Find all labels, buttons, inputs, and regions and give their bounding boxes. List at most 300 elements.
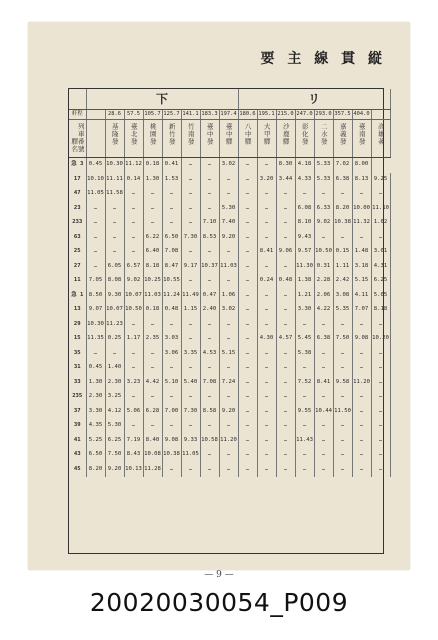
time-cell: …: [238, 405, 257, 420]
time-cell: 5.25: [86, 434, 105, 449]
time-cell: 8.40: [143, 434, 162, 449]
distance-cell: 215.0: [276, 110, 295, 120]
time-cell: 0.18: [143, 303, 162, 318]
time-cell: …: [333, 187, 352, 202]
time-cell: …: [181, 361, 200, 376]
time-cell: 11.49: [181, 289, 200, 304]
time-cell: …: [181, 187, 200, 202]
station-header-cell: 高雄著: [371, 120, 390, 158]
time-cell: 11.10: [371, 202, 390, 217]
time-cell: 1.21: [295, 289, 314, 304]
table-row: [69, 245, 390, 260]
time-cell: 4.30: [257, 332, 276, 347]
distance-cell: 141.1: [181, 110, 200, 120]
time-cell: …: [295, 463, 314, 478]
time-cell: 8.41: [257, 245, 276, 260]
train-number-cell: 233: [69, 216, 86, 231]
station-header-cell: 沙鹿驛: [276, 120, 295, 158]
time-cell: …: [200, 202, 219, 217]
time-cell: 4.53: [200, 347, 219, 362]
time-cell: …: [314, 390, 333, 405]
time-cell: 10.44: [314, 405, 333, 420]
time-cell: 0.45: [86, 361, 105, 376]
time-cell: 6.08: [295, 202, 314, 217]
time-cell: …: [143, 216, 162, 231]
time-cell: 6.57: [124, 260, 143, 275]
time-cell: 10.00: [352, 202, 371, 217]
time-cell: 9.02: [314, 216, 333, 231]
time-cell: …: [276, 463, 295, 478]
time-cell: …: [314, 419, 333, 434]
time-cell: 11.28: [143, 463, 162, 478]
time-cell: …: [333, 463, 352, 478]
time-cell: 5.30: [105, 419, 124, 434]
train-number-cell: 39: [69, 419, 86, 434]
time-cell: …: [371, 231, 390, 246]
time-cell: 11.20: [352, 376, 371, 391]
time-cell: …: [162, 419, 181, 434]
time-cell: …: [181, 390, 200, 405]
time-cell: …: [371, 318, 390, 333]
time-cell: …: [162, 187, 181, 202]
time-cell: …: [200, 361, 219, 376]
time-cell: 10.50: [314, 245, 333, 260]
time-cell: …: [143, 361, 162, 376]
table-row: [69, 260, 390, 275]
distance-cell: 293.0: [314, 110, 333, 120]
time-cell: 3.23: [124, 376, 143, 391]
distance-cell: [86, 110, 105, 120]
time-cell: …: [276, 347, 295, 362]
time-cell: 8.43: [124, 448, 143, 463]
time-cell: 8.00: [352, 158, 371, 173]
time-cell: …: [276, 434, 295, 449]
time-cell: …: [257, 448, 276, 463]
time-cell: …: [333, 361, 352, 376]
time-cell: 5.45: [295, 332, 314, 347]
time-cell: …: [200, 332, 219, 347]
time-cell: 0.45: [86, 158, 105, 173]
time-cell: …: [314, 448, 333, 463]
time-cell: 5.05: [371, 289, 390, 304]
train-number-cell: 17: [69, 173, 86, 188]
time-cell: …: [200, 274, 219, 289]
time-cell: …: [257, 361, 276, 376]
time-cell: 8.53: [200, 231, 219, 246]
time-cell: 9.20: [219, 231, 238, 246]
time-cell: 10.13: [124, 463, 143, 478]
time-cell: …: [238, 158, 257, 173]
train-number-cell: 11: [69, 274, 86, 289]
time-cell: 4.11: [352, 289, 371, 304]
time-cell: …: [257, 405, 276, 420]
time-cell: …: [257, 303, 276, 318]
time-cell: …: [352, 463, 371, 478]
time-cell: 1.48: [352, 245, 371, 260]
time-cell: 11.35: [86, 332, 105, 347]
time-cell: …: [238, 390, 257, 405]
time-cell: 5.38: [295, 347, 314, 362]
time-cell: …: [352, 419, 371, 434]
time-cell: 10.20: [371, 332, 390, 347]
time-cell: 4.35: [86, 419, 105, 434]
train-number-cell: 15: [69, 332, 86, 347]
time-cell: …: [200, 318, 219, 333]
time-cell: …: [333, 347, 352, 362]
time-cell: 1.38: [295, 274, 314, 289]
time-cell: …: [295, 390, 314, 405]
time-cell: …: [181, 463, 200, 478]
table-row: [69, 463, 390, 478]
time-cell: 6.25: [371, 274, 390, 289]
table-row: [69, 434, 390, 449]
time-cell: 11.24: [162, 289, 181, 304]
time-cell: …: [257, 187, 276, 202]
time-cell: …: [333, 318, 352, 333]
time-cell: …: [238, 332, 257, 347]
time-cell: …: [124, 187, 143, 202]
time-cell: …: [219, 274, 238, 289]
time-cell: …: [352, 448, 371, 463]
time-cell: 2.30: [105, 376, 124, 391]
time-cell: 7.24: [219, 376, 238, 391]
train-number-cell: 37: [69, 405, 86, 420]
time-cell: …: [105, 231, 124, 246]
time-cell: 0.48: [276, 274, 295, 289]
train-number-cell: 23: [69, 202, 86, 217]
time-cell: …: [371, 376, 390, 391]
time-cell: 9.57: [295, 245, 314, 260]
time-cell: …: [200, 173, 219, 188]
time-cell: …: [219, 187, 238, 202]
time-cell: 11.30: [295, 260, 314, 275]
time-cell: 11.05: [181, 448, 200, 463]
time-cell: …: [257, 463, 276, 478]
time-cell: …: [86, 231, 105, 246]
time-cell: …: [295, 419, 314, 434]
train-number-cell: 33: [69, 376, 86, 391]
time-cell: …: [86, 202, 105, 217]
time-cell: 5.30: [219, 202, 238, 217]
time-cell: …: [295, 318, 314, 333]
time-cell: 8.18: [143, 260, 162, 275]
time-cell: …: [105, 202, 124, 217]
time-cell: …: [333, 434, 352, 449]
time-cell: …: [333, 231, 352, 246]
time-cell: …: [219, 318, 238, 333]
time-cell: …: [200, 463, 219, 478]
time-cell: …: [371, 419, 390, 434]
time-cell: …: [86, 347, 105, 362]
train-number-cell: 25: [69, 245, 86, 260]
time-cell: 7.08: [200, 376, 219, 391]
time-cell: …: [238, 347, 257, 362]
timetable-grid: [69, 89, 391, 477]
time-cell: …: [181, 419, 200, 434]
time-cell: …: [257, 216, 276, 231]
distance-cell: 180.6: [238, 110, 257, 120]
corner-label-distance: 粁程: [69, 110, 86, 120]
time-cell: 11.03: [219, 260, 238, 275]
time-cell: …: [276, 419, 295, 434]
time-cell: 10.38: [162, 448, 181, 463]
time-cell: 10.58: [200, 434, 219, 449]
time-cell: …: [295, 187, 314, 202]
time-cell: 4.57: [276, 332, 295, 347]
time-cell: 6.22: [143, 231, 162, 246]
time-cell: …: [105, 245, 124, 260]
time-cell: …: [181, 216, 200, 231]
time-cell: 3.30: [86, 405, 105, 420]
station-header-cell: 臺中驛: [219, 120, 238, 158]
time-cell: …: [371, 463, 390, 478]
time-cell: …: [352, 361, 371, 376]
time-cell: 4.31: [371, 260, 390, 275]
time-cell: 6.38: [333, 173, 352, 188]
time-cell: …: [143, 347, 162, 362]
table-row: [69, 448, 390, 463]
time-cell: 9.08: [352, 332, 371, 347]
time-cell: 3.35: [181, 347, 200, 362]
time-cell: 4.12: [105, 405, 124, 420]
time-cell: 6.05: [105, 260, 124, 275]
direction-row: [69, 89, 390, 110]
direction-up-label: リ: [238, 89, 390, 110]
time-cell: …: [238, 216, 257, 231]
time-cell: …: [257, 158, 276, 173]
time-cell: 7.08: [162, 245, 181, 260]
station-header-cell: 臺中發: [200, 120, 219, 158]
time-cell: 10.25: [143, 274, 162, 289]
time-cell: …: [200, 158, 219, 173]
time-cell: …: [257, 419, 276, 434]
time-cell: …: [352, 187, 371, 202]
time-cell: 10.38: [333, 216, 352, 231]
time-cell: …: [276, 187, 295, 202]
station-header-cell: 基隆發: [105, 120, 124, 158]
time-cell: …: [352, 434, 371, 449]
time-cell: 0.14: [124, 173, 143, 188]
time-cell: …: [295, 361, 314, 376]
time-cell: …: [314, 361, 333, 376]
time-cell: 4.22: [314, 303, 333, 318]
time-cell: …: [124, 390, 143, 405]
time-cell: …: [124, 361, 143, 376]
time-cell: …: [238, 448, 257, 463]
time-cell: 9.17: [181, 260, 200, 275]
time-cell: …: [276, 216, 295, 231]
station-header-cell: 竹南發: [181, 120, 200, 158]
time-cell: …: [238, 419, 257, 434]
time-cell: 6.38: [314, 332, 333, 347]
time-cell: …: [352, 405, 371, 420]
time-cell: 8.58: [200, 405, 219, 420]
time-cell: 7.00: [162, 405, 181, 420]
time-cell: …: [333, 390, 352, 405]
time-cell: …: [181, 318, 200, 333]
time-cell: …: [124, 216, 143, 231]
distance-cell: 357.5: [333, 110, 352, 120]
time-cell: 9.43: [295, 231, 314, 246]
station-header-cell: 臺南發: [352, 120, 371, 158]
time-cell: 6.50: [162, 231, 181, 246]
time-cell: 5.06: [124, 405, 143, 420]
time-cell: …: [162, 463, 181, 478]
time-cell: 6.33: [314, 202, 333, 217]
time-cell: 7.19: [124, 434, 143, 449]
time-cell: …: [352, 318, 371, 333]
time-cell: …: [371, 187, 390, 202]
time-cell: 11.58: [105, 187, 124, 202]
time-cell: …: [276, 303, 295, 318]
train-number-cell: 63: [69, 231, 86, 246]
time-cell: …: [333, 448, 352, 463]
time-cell: 7.50: [333, 332, 352, 347]
time-cell: …: [86, 260, 105, 275]
time-cell: 9.06: [276, 245, 295, 260]
time-cell: …: [124, 347, 143, 362]
time-cell: …: [257, 434, 276, 449]
time-cell: …: [238, 231, 257, 246]
time-cell: …: [200, 245, 219, 260]
corner-cell: [69, 89, 86, 110]
time-cell: 7.52: [295, 376, 314, 391]
timetable: [68, 88, 389, 554]
time-cell: 8.20: [86, 463, 105, 478]
time-cell: 11.03: [143, 289, 162, 304]
time-cell: …: [181, 158, 200, 173]
time-cell: 9.58: [333, 376, 352, 391]
table-row: [69, 361, 390, 376]
train-number-cell: 31: [69, 361, 86, 376]
train-number-cell: 27: [69, 260, 86, 275]
page-title: 要 主 線 貫 縦: [260, 51, 386, 67]
time-cell: 11.43: [295, 434, 314, 449]
time-cell: …: [143, 390, 162, 405]
time-cell: …: [276, 318, 295, 333]
time-cell: 9.20: [219, 405, 238, 420]
station-header-cell: 彰化發: [295, 120, 314, 158]
time-cell: …: [200, 448, 219, 463]
time-cell: …: [219, 390, 238, 405]
time-cell: …: [314, 434, 333, 449]
time-cell: …: [86, 245, 105, 260]
table-row: [69, 231, 390, 246]
time-cell: 8.50: [86, 289, 105, 304]
time-cell: 3.03: [162, 332, 181, 347]
time-cell: …: [371, 405, 390, 420]
time-cell: …: [124, 419, 143, 434]
station-header-cell: [86, 120, 105, 158]
train-number-cell: 43: [69, 448, 86, 463]
distance-cell: 247.0: [295, 110, 314, 120]
time-cell: …: [238, 245, 257, 260]
time-cell: 11.32: [352, 216, 371, 231]
time-cell: 10.37: [200, 260, 219, 275]
station-header-cell: 新竹發: [162, 120, 181, 158]
time-cell: 1.40: [105, 361, 124, 376]
time-cell: 10.30: [105, 158, 124, 173]
time-cell: 11.50: [333, 405, 352, 420]
time-cell: 1.11: [333, 260, 352, 275]
time-cell: …: [200, 390, 219, 405]
time-cell: 3.02: [219, 303, 238, 318]
time-cell: 8.10: [295, 216, 314, 231]
time-cell: 10.07: [105, 303, 124, 318]
table-row: [69, 303, 390, 318]
time-cell: …: [219, 463, 238, 478]
table-row: [69, 274, 390, 289]
time-cell: 2.28: [314, 274, 333, 289]
distance-cell: 57.5: [124, 110, 143, 120]
time-cell: …: [238, 361, 257, 376]
time-cell: …: [124, 318, 143, 333]
time-cell: …: [257, 231, 276, 246]
station-header-cell: 大甲驛: [257, 120, 276, 158]
direction-down-label: 下: [86, 89, 238, 110]
station-header-cell: 八中驛: [238, 120, 257, 158]
time-cell: …: [276, 361, 295, 376]
time-cell: 1.06: [219, 289, 238, 304]
corner-label-station: 驛名列車番號: [69, 120, 86, 158]
train-number-cell: 13: [69, 303, 86, 318]
time-cell: …: [124, 231, 143, 246]
table-row: [69, 347, 390, 362]
time-cell: …: [181, 332, 200, 347]
time-cell: …: [276, 260, 295, 275]
time-cell: …: [181, 202, 200, 217]
train-number-cell: 35: [69, 347, 86, 362]
distance-cell: 195.1: [257, 110, 276, 120]
time-cell: …: [238, 303, 257, 318]
time-cell: …: [276, 231, 295, 246]
distance-cell: 105.7: [143, 110, 162, 120]
time-cell: 6.40: [143, 245, 162, 260]
time-cell: …: [219, 448, 238, 463]
time-cell: …: [162, 390, 181, 405]
time-cell: 8.47: [162, 260, 181, 275]
time-cell: …: [162, 361, 181, 376]
time-cell: 7.30: [181, 405, 200, 420]
time-cell: …: [219, 332, 238, 347]
time-cell: 10.50: [124, 303, 143, 318]
train-number-cell: 急 1: [69, 289, 86, 304]
time-cell: 0.48: [162, 303, 181, 318]
station-header-cell: 二水發: [314, 120, 333, 158]
time-cell: …: [371, 347, 390, 362]
document-page: [28, 22, 410, 580]
time-cell: …: [333, 419, 352, 434]
time-cell: …: [314, 231, 333, 246]
page-number: — 9 —: [204, 570, 234, 580]
time-cell: 4.18: [295, 158, 314, 173]
time-cell: 7.10: [200, 216, 219, 231]
train-number-cell: 29: [69, 318, 86, 333]
distance-cell: [371, 110, 390, 120]
time-cell: 9.20: [105, 463, 124, 478]
time-cell: …: [276, 405, 295, 420]
time-cell: 4.33: [295, 173, 314, 188]
time-cell: 5.33: [314, 158, 333, 173]
time-cell: 9.25: [371, 173, 390, 188]
time-cell: 0.24: [257, 274, 276, 289]
time-cell: 7.05: [86, 274, 105, 289]
time-cell: …: [257, 202, 276, 217]
time-cell: …: [219, 245, 238, 260]
time-cell: 9.08: [162, 434, 181, 449]
time-cell: …: [371, 448, 390, 463]
time-cell: …: [219, 419, 238, 434]
